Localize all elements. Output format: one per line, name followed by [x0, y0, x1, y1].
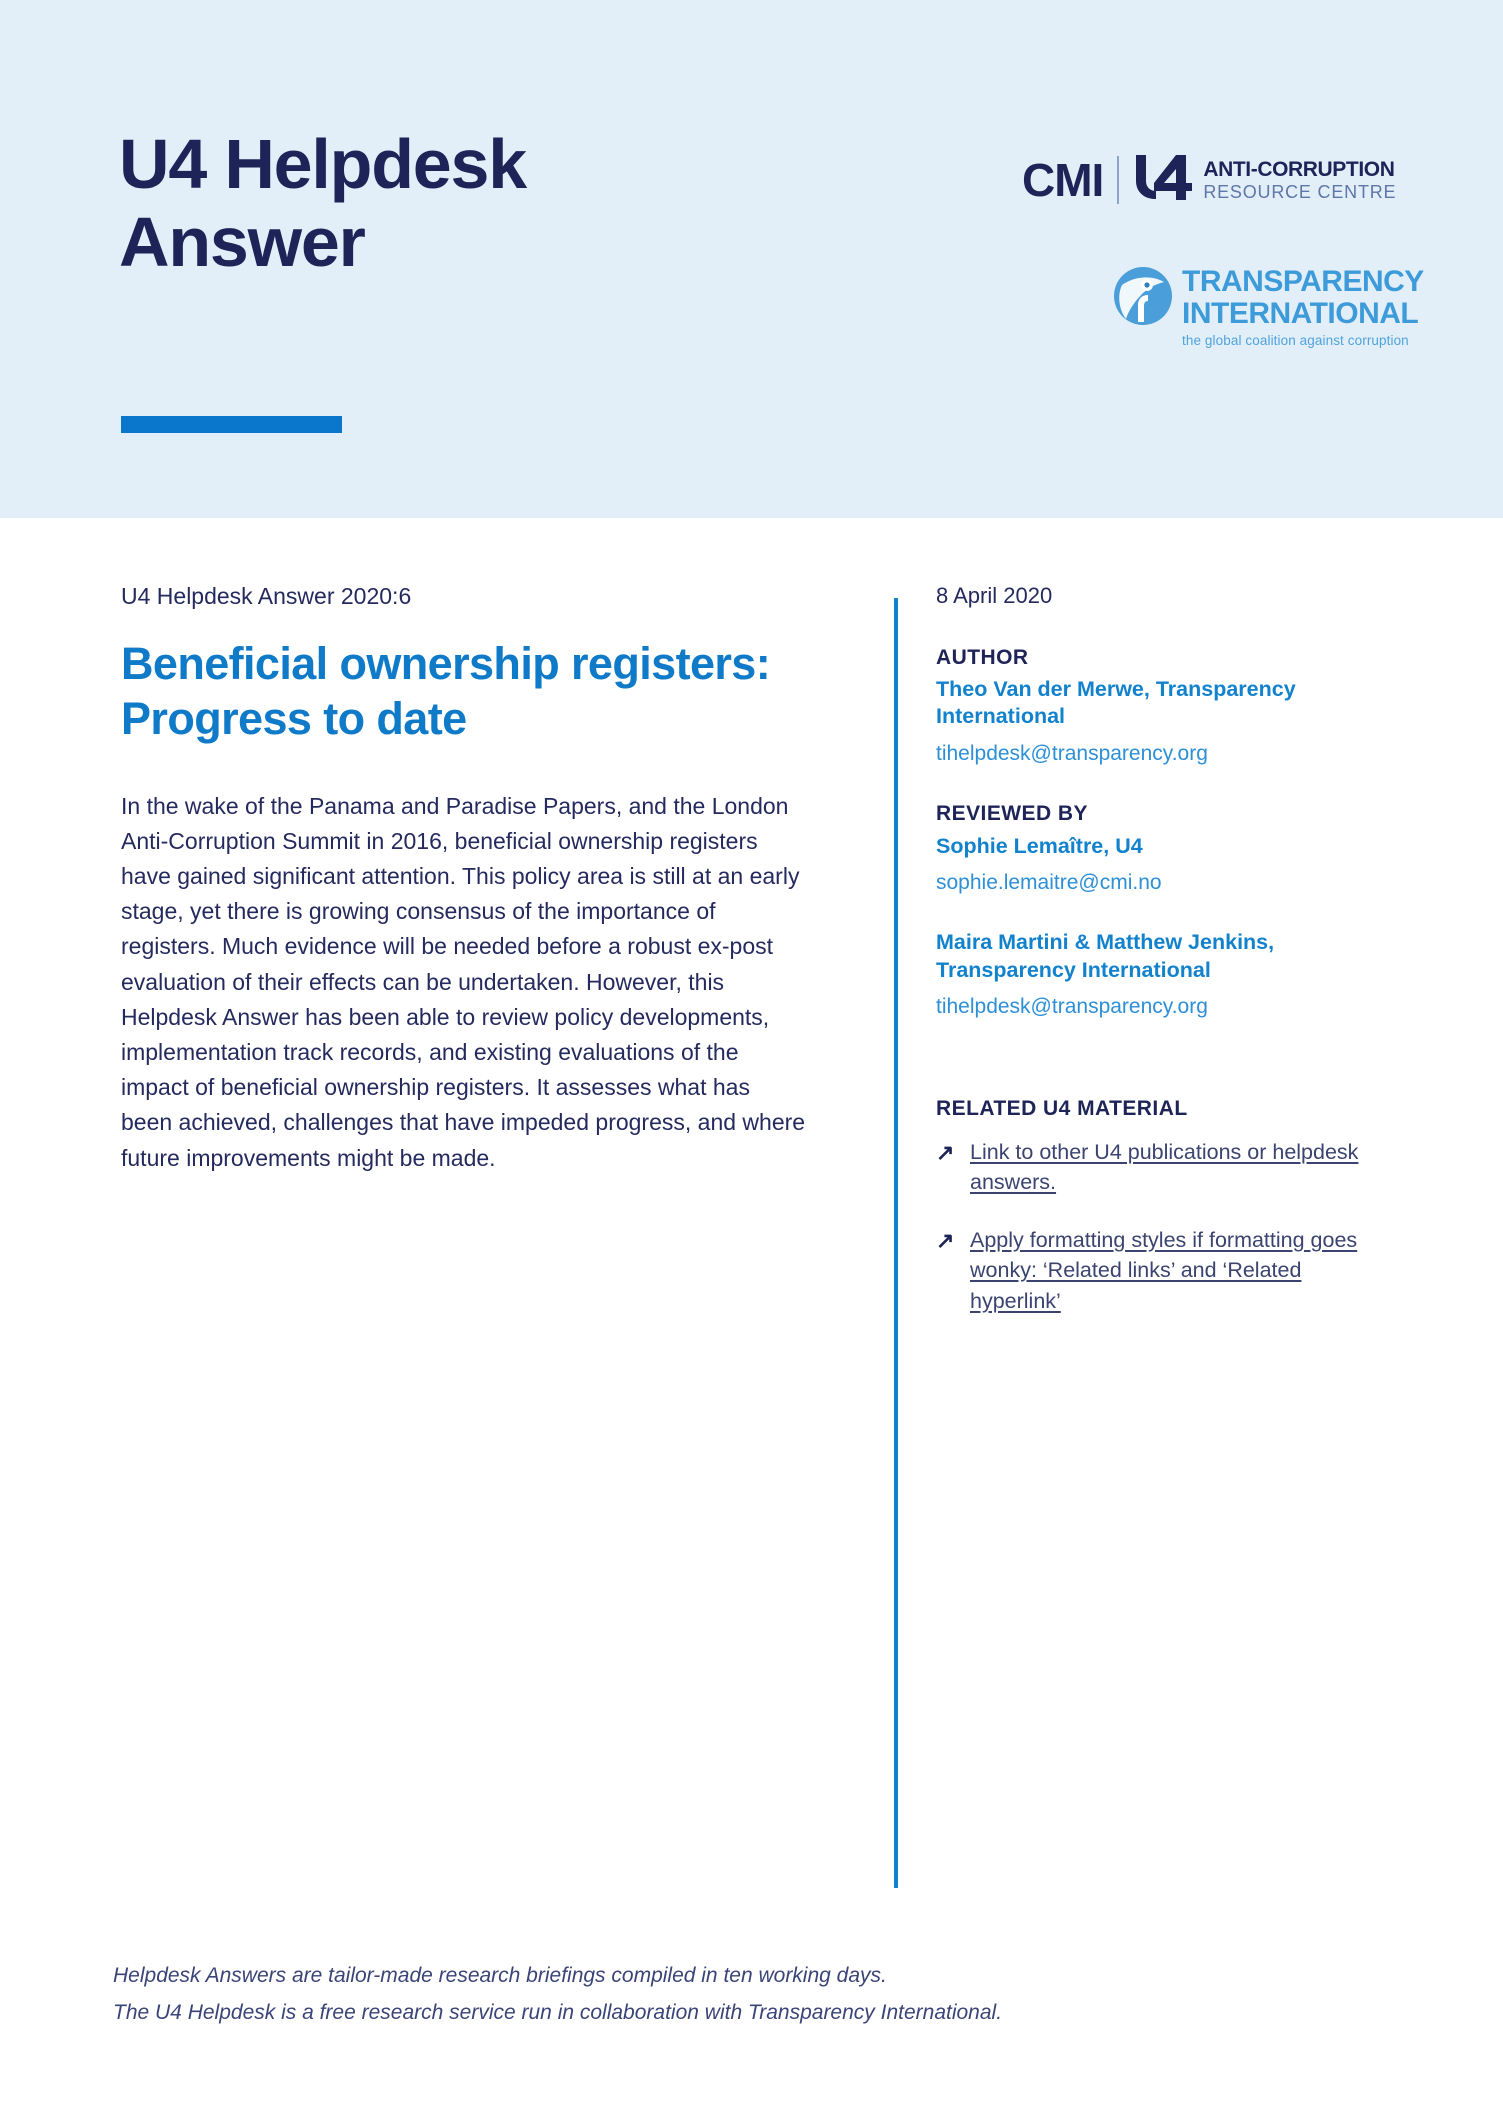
u4-logo-icon: [1132, 153, 1194, 208]
logo-divider: [1117, 156, 1119, 204]
author-block: [936, 644, 1376, 768]
u4-logo-text: [1203, 159, 1396, 201]
footer-line-1: Helpdesk Answers are tailor-made research briefings compiled in ten working days.: [113, 1964, 887, 1987]
ti-logo-line2: INTERNATIONAL: [1182, 297, 1419, 330]
reviewer-email[interactable]: sophie.lemaitre@cmi.no: [936, 871, 1162, 895]
list-item[interactable]: [936, 1137, 1376, 1198]
ti-logo-text: [1182, 265, 1424, 348]
ti-logo-line1: TRANSPARENCY: [1182, 265, 1424, 298]
cmi-u4-logo: [1022, 152, 1396, 208]
page-footer: [113, 1958, 1373, 2032]
main-content-column: [121, 582, 806, 1176]
cmi-wordmark: CMI: [1022, 154, 1104, 206]
document-abstract: In the wake of the Panama and Paradise Papers, and the London Anti-Corruption Summit in 2016, beneficial ownership registers have gained significant attention. This policy area is still at an early stage, yet there is growing consensus of the importance of registers. Much evidence will be needed before a robust ex-post evaluation of their effects can be undertaken. However, this Helpdesk Answer has been able to review policy developments, implementation track records, and existing evaluations of the impact of beneficial ownership registers. It assesses what has been achieved, challenges that have impeded progress, and where future improvements might be made.: [121, 792, 806, 1171]
page-title: U4 Helpdesk Answer: [119, 125, 526, 282]
related-link[interactable]: Apply formatting styles if formatting goes wonky: ‘Related links’ and ‘Related hyperlink’: [970, 1227, 1358, 1313]
author-label: AUTHOR: [936, 645, 1029, 669]
reviewer-block: [936, 800, 1376, 896]
ti-globe-icon: [1112, 265, 1174, 332]
author-email[interactable]: tihelpdesk@transparency.org: [936, 741, 1208, 765]
metadata-sidebar: [936, 582, 1376, 1343]
column-divider: [894, 598, 898, 1888]
u4-logo-line2: RESOURCE CENTRE: [1203, 182, 1397, 202]
related-material-label: RELATED U4 MATERIAL: [936, 1096, 1188, 1120]
author-name: Theo Van der Merwe, Transparency International: [936, 676, 1296, 729]
reviewer-name: Sophie Lemaître, U4: [936, 833, 1143, 858]
reviewer-secondary-name: Maira Martini & Matthew Jenkins, Transparency International: [936, 930, 1275, 982]
reviewer-secondary-email[interactable]: tihelpdesk@transparency.org: [936, 995, 1208, 1019]
document-title: Beneficial ownership registers: Progress to date: [121, 637, 771, 744]
arrow-up-right-icon: ↗: [936, 1139, 955, 1165]
arrow-up-right-icon: ↗: [936, 1227, 955, 1253]
footer-line-2: The U4 Helpdesk is a free research service run in collaboration with Transparency International.: [113, 2000, 1003, 2024]
title-accent-rule: [121, 416, 342, 433]
ti-logo-tagline: the global coalition against corruption: [1182, 333, 1409, 348]
u4-logo-line1: ANTI-CORRUPTION: [1203, 158, 1395, 181]
reviewer-label: REVIEWED BY: [936, 802, 1088, 826]
document-series: U4 Helpdesk Answer 2020:6: [121, 583, 412, 609]
transparency-international-logo: [1112, 265, 1424, 348]
list-item[interactable]: [936, 1225, 1376, 1317]
publication-date: 8 April 2020: [936, 583, 1053, 608]
related-material-list: [936, 1137, 1376, 1317]
header-band: [0, 0, 1503, 518]
related-link[interactable]: Link to other U4 publications or helpdesk answers.: [970, 1139, 1359, 1195]
reviewer-secondary-block: [936, 929, 1376, 1020]
